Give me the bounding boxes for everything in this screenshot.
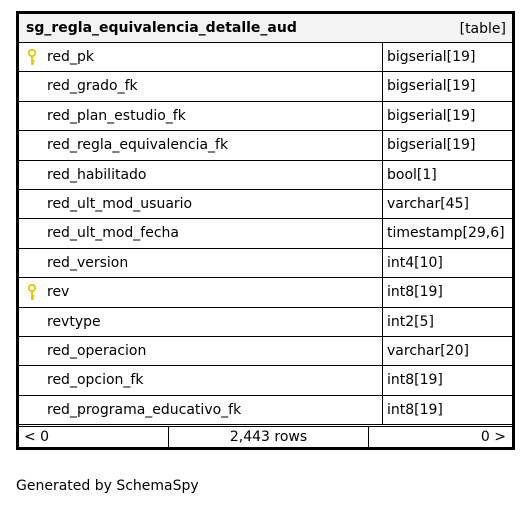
table-name[interactable]: sg_regla_equivalencia_detalle_aud <box>26 20 297 36</box>
column-type: bigserial[19] <box>387 78 476 95</box>
column-type: varchar[20] <box>387 342 469 359</box>
key-icon <box>27 284 37 301</box>
column-type: int8[19] <box>387 401 443 418</box>
parents-count[interactable]: < 0 <box>24 429 50 445</box>
generated-by-text: Generated by SchemaSpy <box>16 478 199 494</box>
column-type: timestamp[29,6] <box>387 225 505 242</box>
column-name-cell <box>19 278 383 306</box>
column-name: rev <box>47 284 70 301</box>
column-name: red_opcion_fk <box>47 372 144 389</box>
column-type: int2[5] <box>387 313 434 330</box>
column-name: red_regla_equivalencia_fk <box>47 137 229 154</box>
row-count: 2,443 rows <box>229 429 308 445</box>
column-row[interactable] <box>19 43 512 72</box>
column-name: red_ult_mod_usuario <box>47 195 193 212</box>
column-name: red_pk <box>47 49 94 65</box>
column-type: bigserial[19] <box>387 49 476 65</box>
table-entity <box>16 11 515 450</box>
column-name: red_grado_fk <box>47 78 138 95</box>
column-row[interactable] <box>19 308 512 337</box>
column-row[interactable] <box>19 278 512 307</box>
column-type: int8[19] <box>387 284 443 301</box>
column-row[interactable] <box>19 161 512 190</box>
footer-divider <box>368 427 369 447</box>
column-row[interactable] <box>19 396 512 425</box>
column-row[interactable] <box>19 190 512 219</box>
column-type: int4[10] <box>387 254 443 271</box>
table-header <box>19 14 512 43</box>
column-row[interactable] <box>19 131 512 160</box>
column-row[interactable] <box>19 72 512 101</box>
column-name: red_plan_estudio_fk <box>47 107 186 124</box>
column-name: red_ult_mod_fecha <box>47 225 179 242</box>
column-row[interactable] <box>19 249 512 278</box>
column-type: bigserial[19] <box>387 107 476 124</box>
column-list <box>19 43 512 425</box>
column-row[interactable] <box>19 102 512 131</box>
column-type: int8[19] <box>387 372 443 389</box>
column-row[interactable] <box>19 366 512 395</box>
table-type-label: [table] <box>459 21 506 37</box>
column-row[interactable] <box>19 337 512 366</box>
children-count[interactable]: 0 > <box>480 429 506 445</box>
column-row[interactable] <box>19 219 512 248</box>
table-footer <box>19 426 512 447</box>
column-type: bigserial[19] <box>387 137 476 154</box>
column-name: red_programa_educativo_fk <box>47 401 242 418</box>
key-icon <box>27 49 37 66</box>
column-name: red_version <box>47 254 129 271</box>
column-name: red_operacion <box>47 342 147 359</box>
column-type: bool[1] <box>387 166 437 183</box>
column-name: revtype <box>47 313 101 330</box>
column-name: red_habilitado <box>47 166 147 183</box>
column-type: varchar[45] <box>387 195 469 212</box>
